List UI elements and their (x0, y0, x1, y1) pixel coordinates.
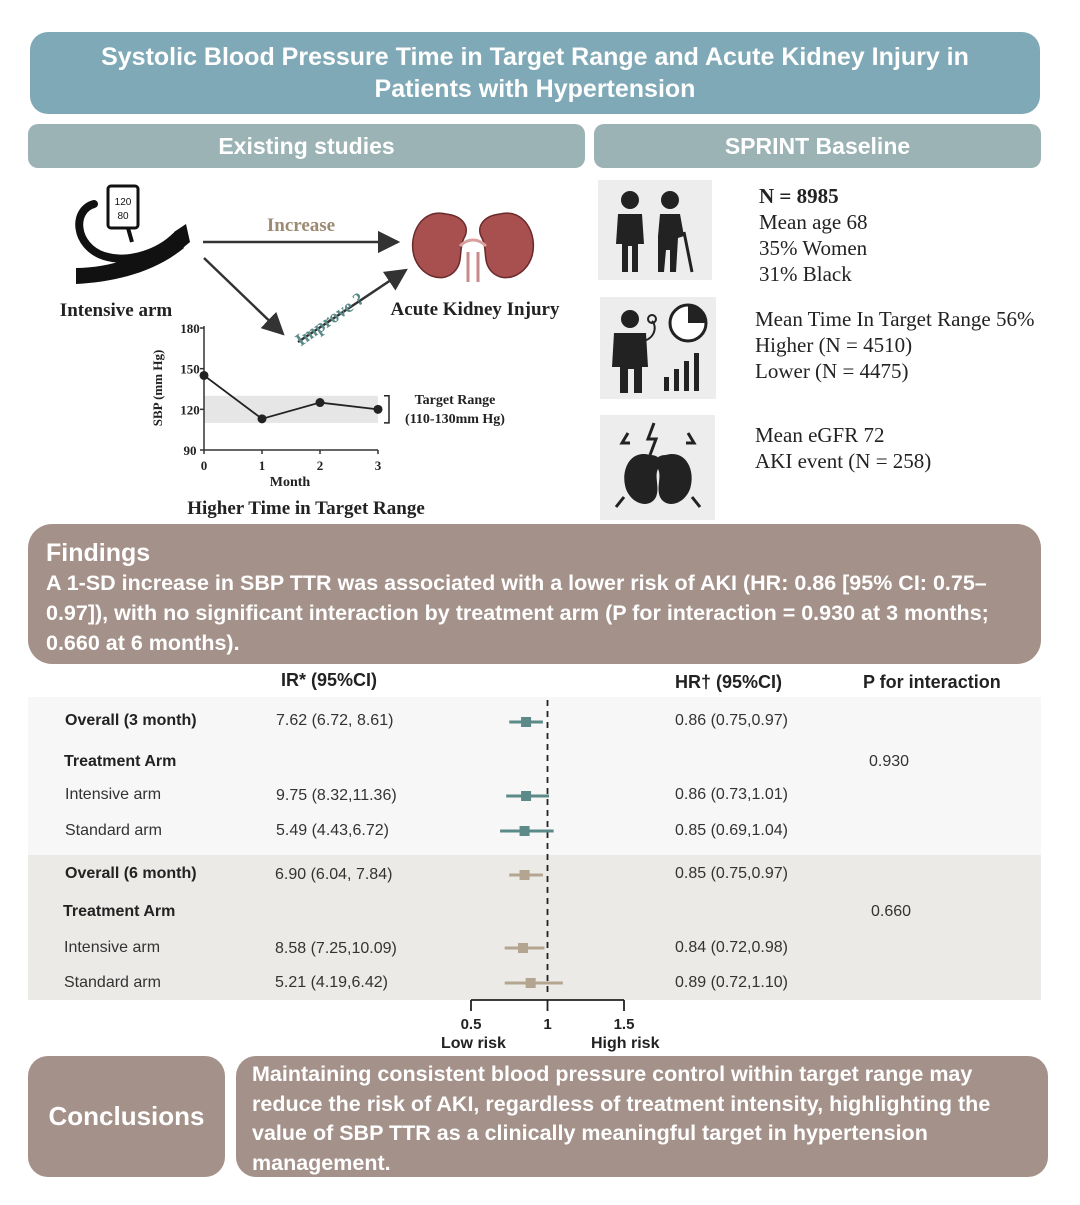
elderly-people-icon (598, 180, 712, 280)
hr-point (526, 978, 536, 988)
target-range-label: Target Range (414, 393, 496, 408)
sprint-lower-ttr: Lower (N = 4475) (755, 359, 909, 383)
aki-label: Acute Kidney Injury (390, 299, 560, 320)
conclusions-label-box (28, 1056, 225, 1177)
sbp-line-chart (150, 321, 505, 490)
sbp-xtick-label: 0 (200, 458, 208, 473)
forest-tick-label: 1.5 (613, 1016, 635, 1033)
p-value-3m: 0.930 (869, 753, 910, 770)
blood-pressure-monitor-icon (76, 186, 190, 284)
ir-value-intensive-3m: 9.75 (8.32,11.36) (276, 787, 397, 804)
row-label-treatment-3m: Treatment Arm (64, 753, 177, 770)
findings-title: Findings (46, 539, 151, 567)
hr-point (521, 717, 531, 727)
forest-tick-label: 1 (543, 1016, 552, 1033)
sbp-point (316, 398, 325, 407)
sprint-egfr: Mean eGFR 72 (755, 423, 885, 447)
sbp-point (258, 414, 267, 423)
row-label-overall-6m: Overall (6 month) (65, 865, 197, 882)
ir-value-overall-6m: 6.90 (6.04, 7.84) (275, 866, 393, 883)
cuff-reading-bottom: 80 (117, 211, 129, 222)
sprint-mean-ttr: Mean Time In Target Range 56% (755, 307, 1035, 331)
conclusions-label: Conclusions (48, 1101, 205, 1131)
kidney-lightning-icon (600, 415, 715, 520)
sbp-ytick-label: 150 (180, 361, 200, 377)
sprint-higher-ttr: Higher (N = 4510) (755, 333, 913, 357)
sprint-n: N = 8985 (759, 184, 839, 208)
hr-value-overall-6m: 0.85 (0.75,0.97) (675, 865, 788, 882)
higher-ttr-label: Higher Time in Target Range (187, 498, 425, 519)
sprint-aki-event: AKI event (N = 258) (755, 449, 932, 473)
to-chart-arrow (204, 258, 283, 334)
ir-header: IR* (95%CI) (281, 670, 378, 690)
improve-label: Improve ? (291, 288, 368, 350)
kidneys-icon (413, 213, 534, 282)
findings-box (28, 524, 1041, 664)
hr-value-intensive-6m: 0.84 (0.72,0.98) (675, 939, 788, 956)
existing-studies-header: Existing studies (28, 124, 585, 168)
row-label-overall-3m: Overall (3 month) (65, 712, 197, 729)
row-label-intensive-3m: Intensive arm (65, 786, 162, 803)
page-title: Systolic Blood Pressure Time in Target Range and Acute Kidney Injury in Patients with Hypertension (30, 32, 1040, 114)
sbp-xtick-label: 2 (316, 458, 324, 473)
sbp-ytick-label: 180 (180, 321, 200, 336)
forest-plot (440, 700, 660, 1060)
sbp-point (374, 405, 383, 414)
findings-text: A 1-SD increase in SBP TTR was associated with a lower risk of AKI (HR: 0.86 [95% CI: 0.75–0.97]), with no significant interaction by treatment arm (P for interaction = 0.930 at 3 months; 0.660 at 6 months). (46, 571, 989, 655)
sbp-ylabel: SBP (mm Hg) (150, 349, 165, 427)
ir-value-standard-6m: 5.21 (4.19,6.42) (275, 974, 388, 991)
hr-point (518, 943, 528, 953)
row-label-intensive-6m: Intensive arm (64, 939, 161, 956)
sprint-baseline-header: SPRINT Baseline (594, 124, 1041, 168)
target-range-band (204, 396, 378, 423)
conclusions-text: Maintaining consistent blood pressure control within target range may reduce the risk of AKI, regardless of treatment intensity, highlighting the value of SBP TTR as a clinically meaningful target in hypertension management. (236, 1056, 1048, 1177)
ir-value-overall-3m: 7.62 (6.72, 8.61) (276, 712, 394, 729)
sprint-kidney (755, 422, 931, 474)
hr-value-standard-6m: 0.89 (0.72,1.10) (675, 974, 788, 991)
ir-value-intensive-6m: 8.58 (7.25,10.09) (275, 940, 397, 957)
hr-value-standard-3m: 0.85 (0.69,1.04) (675, 822, 788, 839)
sprint-women: 35% Women (759, 236, 868, 260)
hr-point (520, 870, 530, 880)
sbp-ytick-label: 120 (180, 402, 200, 418)
p-interaction-header: P for interaction (863, 672, 1001, 692)
row-label-standard-6m: Standard arm (64, 974, 161, 991)
low-risk-label: Low risk (441, 1035, 506, 1052)
sbp-point (200, 371, 209, 380)
row-label-standard-3m: Standard arm (65, 822, 162, 839)
hr-point (520, 826, 530, 836)
intensive-arm-label: Intensive arm (59, 300, 173, 321)
hr-value-overall-3m: 0.86 (0.75,0.97) (675, 712, 788, 729)
hr-point (521, 791, 531, 801)
sprint-ttr (755, 306, 1034, 384)
hr-header: HR† (95%CI) (675, 672, 783, 692)
sbp-xtick-label: 3 (374, 458, 382, 473)
ir-value-standard-3m: 5.49 (4.43,6.72) (276, 822, 389, 839)
target-range-values: (110-130mm Hg) (405, 412, 505, 427)
sprint-demographics (759, 183, 867, 287)
high-risk-label: High risk (591, 1035, 660, 1052)
hr-value-intensive-3m: 0.86 (0.73,1.01) (675, 786, 788, 803)
p-value-6m: 0.660 (871, 903, 912, 920)
doctor-chart-icon (600, 297, 716, 399)
sbp-xlabel: Month (269, 475, 311, 490)
target-range-bracket (384, 396, 389, 423)
cuff-reading-top: 120 (114, 197, 132, 208)
existing-studies-diagram (28, 172, 588, 522)
sprint-mean-age: Mean age 68 (759, 210, 868, 234)
forest-tick-label: 0.5 (460, 1016, 482, 1033)
row-label-treatment-6m: Treatment Arm (63, 903, 176, 920)
sprint-black: 31% Black (759, 262, 852, 286)
sbp-ytick-label: 90 (183, 443, 197, 458)
sbp-xtick-label: 1 (258, 458, 266, 473)
increase-label: Increase (266, 215, 336, 236)
